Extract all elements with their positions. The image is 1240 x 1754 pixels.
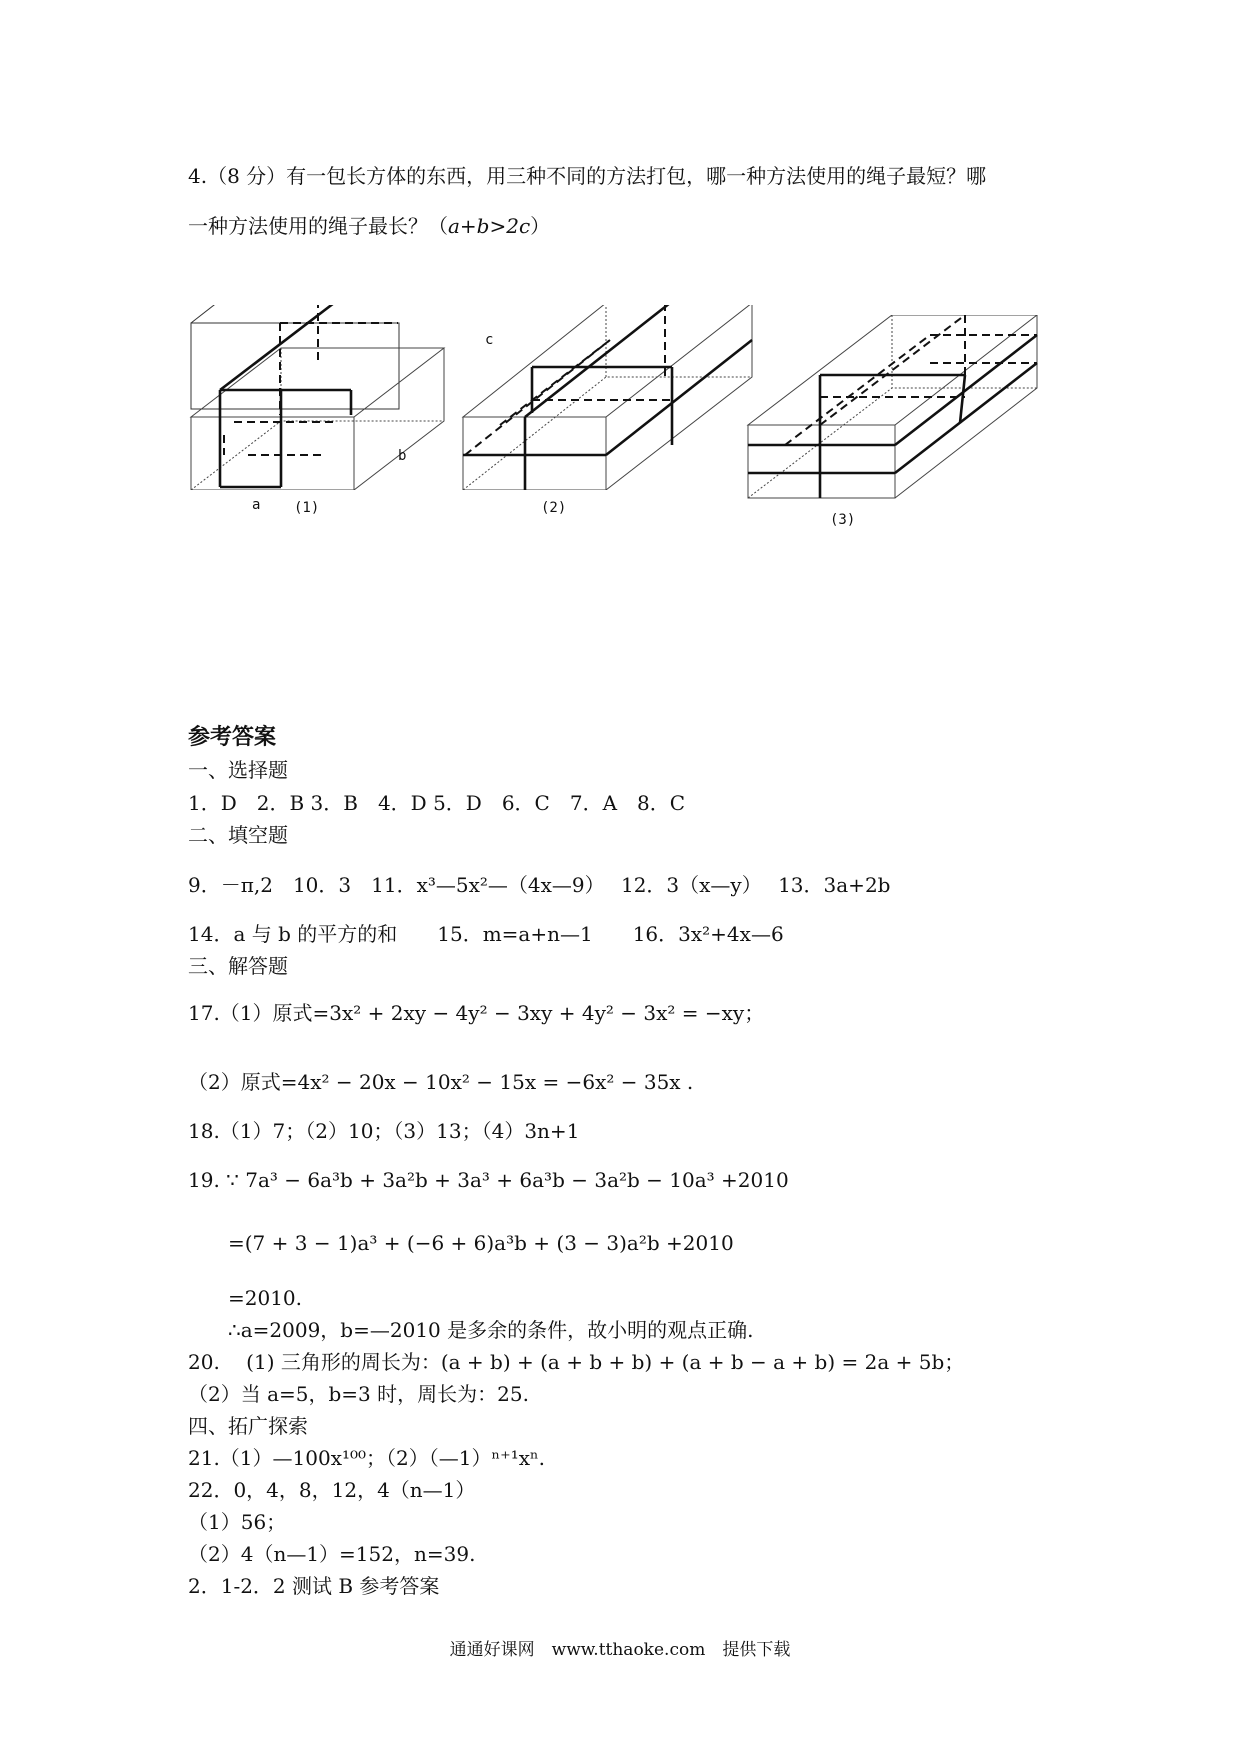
q22-line1: 22．0，4，8，12，4（n—1）	[188, 1478, 476, 1502]
multiple-choice-answers: 1．D 2．B 3．B 4．D 5．D 6．C 7．A 8．C	[188, 791, 686, 815]
next-section-title: 2．1-2．2 测试 B 参考答案	[188, 1574, 440, 1598]
problem4-line2-text: 一种方法使用的绳子最长？（	[188, 214, 448, 238]
fill-answers-1: 9．－π,2 10．3 11．x³—5x²—（4x—9） 12．3（x—y） 13．3a+2b	[188, 873, 891, 897]
caption-1: (1)	[294, 500, 320, 516]
q21-answer: 21.（1）—100x¹⁰⁰；（2）（—1）ⁿ⁺¹xⁿ.	[188, 1446, 546, 1470]
problem4-line2	[188, 213, 550, 239]
q20-part1: 20. (1) 三角形的周长为：(a + b) + (a + b + b) + (a + b − a + b) = 2a + 5b；	[188, 1350, 965, 1374]
footer: 通通好课网 www.tthaoke.com 提供下载	[449, 1640, 791, 1660]
section-2-title: 二、填空题	[188, 823, 288, 847]
section-1-title: 一、选择题	[188, 758, 288, 782]
q18-answer: 18.（1）7；（2）10；（3）13；（4）3n+1	[188, 1119, 580, 1143]
box-figure-2	[460, 305, 760, 490]
label-c: c	[485, 332, 494, 348]
problem4-line1: 4.（8 分）有一包长方体的东西，用三种不同的方法打包，哪一种方法使用的绳子最短？哪	[188, 164, 987, 188]
q19-line1: 19. ∵ 7a³ − 6a³b + 3a²b + 3a³ + 6a³b − 3a²b − 10a³ +2010	[188, 1168, 789, 1192]
q19-line4: ∴a=2009，b=—2010 是多余的条件，故小明的观点正确.	[228, 1318, 754, 1342]
fill-answers-2: 14．a 与 b 的平方的和 15．m=a+n—1 16．3x²+4x—6	[188, 922, 784, 946]
q19-line3: =2010.	[228, 1286, 303, 1310]
box-figure-3	[745, 315, 1045, 505]
section-3-title: 三、解答题	[188, 954, 288, 978]
problem4-condition: a+b>2c	[448, 214, 531, 238]
q17-part1: 17.（1）原式=3x² + 2xy − 4y² − 3xy + 4y² − 3x² = −xy；	[188, 1001, 765, 1025]
box-figure-1-drawing	[188, 305, 498, 490]
label-a: a	[252, 497, 261, 513]
caption-2: (2)	[541, 500, 567, 516]
label-b: b	[398, 448, 407, 464]
q20-part2: （2）当 a=5，b=3 时，周长为：25.	[188, 1382, 529, 1406]
answers-heading: 参考答案	[188, 724, 277, 750]
q19-line2: =(7 + 3 − 1)a³ + (−6 + 6)a³b + (3 − 3)a²b +2010	[228, 1231, 734, 1255]
q22-line2: （1）56；	[188, 1510, 287, 1534]
q17-part2: （2）原式=4x² − 20x − 10x² − 15x = −6x² − 35x .	[188, 1070, 694, 1094]
problem4-line2-close: ）	[530, 214, 551, 238]
q22-line3: （2）4（n—1）=152，n=39.	[188, 1542, 476, 1566]
section-4-title: 四、拓广探索	[188, 1414, 308, 1438]
caption-3: (3)	[830, 512, 856, 528]
